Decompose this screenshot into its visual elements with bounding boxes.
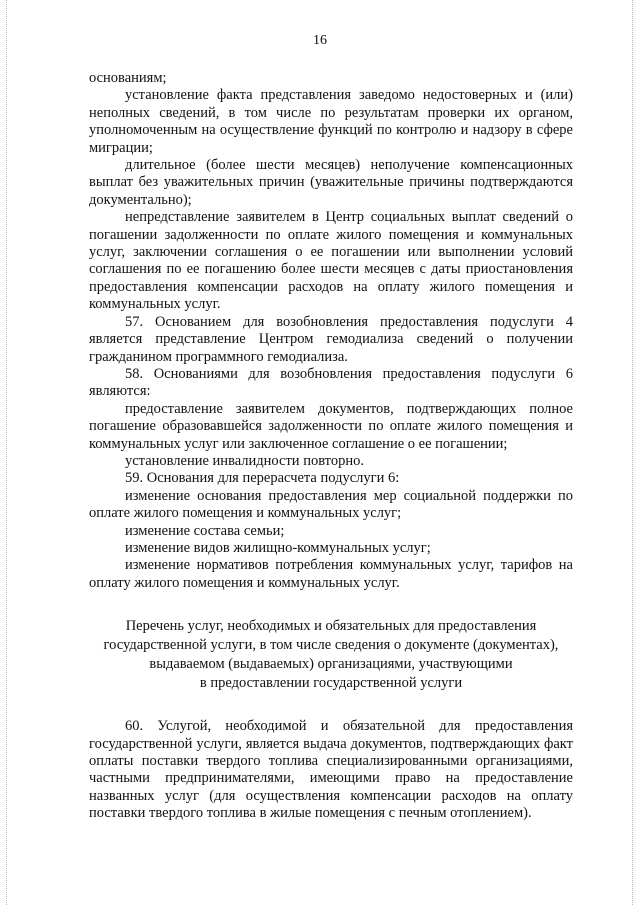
section-heading-line: Перечень услуг, необходимых и обязательных для предоставления [125,618,537,635]
section-heading-line: государственной услуги, в том числе сведения о документе (документах), [103,637,559,654]
paragraph: установление инвалидности повторно. [125,452,364,469]
paragraph: изменение состава семьи; [125,522,285,539]
paragraph: длительное (более шести месяцев) неполучение компенсационных выплат без уважительных причин (уважительные причины подтверждаются документально); [89,157,573,208]
paragraph: предоставление заявителем документов, подтверждающих полное погашение образовавшейся задолженности по оплате жилого помещения и коммунальных услуг или заключенное соглашение о ее погашении; [89,400,573,452]
scan-edge-left [6,0,7,905]
paragraph: изменение видов жилищно-коммунальных услуг; [125,539,431,556]
section-heading-line: в предоставлении государственной услуги [199,675,463,692]
paragraphs-bottom [89,718,573,822]
paragraph: основаниям; [89,70,167,86]
section-heading-line: выдаваемом (выдаваемых) организациями, участвующими [149,656,513,673]
paragraph: непредставление заявителем в Центр социальных выплат сведений о погашении задолженности по оплате жилого помещения и коммунальных услуг, заключении соглашения о ее погашении или выполнении условий соглашения по ее погашению более шести месяцев с даты приостановления предоставления компенсации расходов на оплату жилого помещения и коммунальных услуг. [89,209,573,313]
section-heading [89,617,573,693]
paragraph: установление факта представления заведомо недостоверных и (или) неполных сведений, в том числе по результатам проверки их органом, уполномоченным на осуществление функций по контролю и надзору в сфере миграции; [89,87,573,156]
paragraph-item-58: 58. Основаниями для возобновления предоставления подуслуги 6 являются: [89,365,573,400]
paragraph: изменение нормативов потребления коммунальных услуг, тарифов на оплату жилого помещения и коммунальных услуг. [89,557,573,591]
paragraph-item-60: 60. Услугой, необходимой и обязательной для предоставления государственной услуги, является выдача документов, подтверждающих факт оплаты поставки твердого топлива специализированными организациями, частными предпринимателями, имеющими право на предоставление названных услуг (для осуществления компенсации расходов на оплату поставки твердого топлива в жилые помещения с печным отоплением). [89,718,573,822]
paragraphs-top [89,70,573,592]
document-body [89,70,573,823]
paragraph-item-57: 57. Основанием для возобновления предоставления подуслуги 4 является представление Центром гемодиализа сведений о получении гражданином программного гемодиализа. [89,313,573,365]
scan-edge-right [632,0,633,905]
page-number: 16 [313,33,327,48]
paragraph-item-59: 59. Основания для перерасчета подуслуги 6: [125,470,400,487]
paragraph: изменение основания предоставления мер социальной поддержки по оплате жилого помещения и коммунальных услуг; [89,487,573,522]
